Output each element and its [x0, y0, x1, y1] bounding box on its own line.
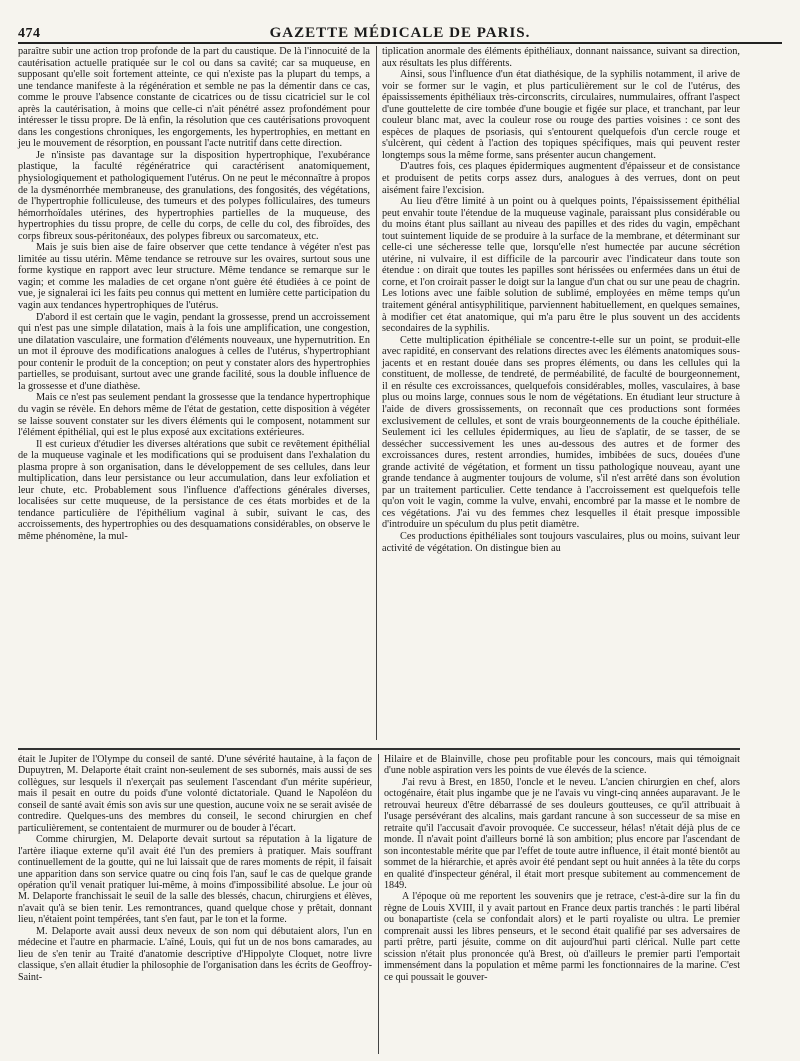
paragraph: M. Delaporte avait aussi deux neveux de son nom qui débutaient alors, l'un en médecine et l'autre en pharmacie. L'aîné, Louis, qui fut un de nos bons camarades, au lieu de s'en tenir au Traité d'anatomie descriptive d'Hippolyte Cloquet, notre livre classique, s'en allait étudier la philosophie de l'organisation dans les écrits de Geoffroy-Saint-: [18, 925, 372, 983]
article-column-left: [18, 46, 370, 743]
paragraph: Hilaire et de Blainville, chose peu profitable pour les concours, mais qui témoignait d'une noble aspiration vers les points de vue élevés de la science.: [384, 754, 740, 777]
feuilleton-divider: [18, 748, 740, 750]
paragraph: Ainsi, sous l'influence d'un état diathésique, de la syphilis notamment, il arive de voir se former sur le vagin, et plus particulièrement sur le col de l'utérus, des épaississements épithéliaux très-circonscrits, circulaires, nummulaires, offrant l'aspect d'une gouttelette de cire tombée d'une bougie et figée sur place, et tranchant, par leur couleur blanc mat, avec la couleur rose ou rouge des parties voisines : ce sont des espèces de plaques de psoriasis, qui s'entourent quelquefois d'un cercle rouge et s'ulcèrent, qui cèdent à l'action des topiques spécifiques, mais qui peuvent rester longtemps sous la même forme, sans présenter aucun changement.: [382, 69, 740, 161]
paragraph: Il est curieux d'étudier les diverses altérations que subit ce revêtement épithélial de la muqueuse vaginale et les modifications qui se produisent dans l'exhalation du plasma propre à son organisation, dans le développement de ses cellules, dans leur multiplication, dans leur persistance ou leur accumulation, dans leur exfoliation et leur chute, etc. Probablement sous l'influence d'affections générales diverses, localisées sur cette muqueuse, de la persistance de ces états morbides et de la tendance particulière de l'épithélium vaginal à subir, suivant le cas, des accroissements, des hypertrophies ou des desquamations considérables, on observe le même phénomène, la mul-: [18, 438, 370, 542]
paragraph: J'ai revu à Brest, en 1850, l'oncle et le neveu. L'ancien chirurgien en chef, alors octogénaire, était plus ingambe que je ne l'avais vu vingt-cinq années auparavant. Je le retrouvai heureux d'être débarrassé de ses douleurs goutteuses, ce qu'il attribuait à l'usage persévérant des alcalins, mais gardant rancune à son successeur de sa mise en retraite qu'il l'accusait d'avoir provoquée. Ce successeur, hélas! n'était déjà plus de ce monde. Il n'avait point d'ailleurs borné là son ambition; plus encore par l'ascendant de son incontestable mérite que par l'effet de toute autre influence, il était monté bientôt au sommet de la hiérarchie, et après avoir été pendant sept ou huit années à la tête du corps en qualité d'inspecteur général, il était mort presque subitement au commencement de 1849.: [384, 776, 740, 891]
paragraph: A l'époque où me reportent les souvenirs que je retrace, c'est-à-dire sur la fin du règne de Louis XVIII, il y avait partout en France deux partis tranchés : le parti libéral ou bonapartiste (cela se confondait alors) et le parti royaliste ou ultra. Le premier comprenait aussi les libres penseurs, et le second était qualifié par ses adversaires de parti prêtre, parti jésuite, comme on dit aujourd'hui parti clérical. Nulle part cette scission n'était plus prononcée qu'à Brest, où d'ailleurs le premier parti l'emportait immensément dans la population et même parmi les fonctionnaires de la marine. C'est ce qui poussait le gouver-: [384, 891, 740, 983]
paragraph: Comme chirurgien, M. Delaporte devait surtout sa réputation à la ligature de l'artère iliaque externe qu'il avait été l'un des premiers à pratiquer. Mais souffrant continuellement de la goutte, qui ne lui laissait que de rares moments de répit, il faisait une apparition dans son service quatre ou cinq fois l'an, sauf le cas de quelque grande opération qu'il venait pratiquer lui-même, à moins d'impossibilité absolue. Le jour où M. Delaporte franchissait le seuil de la salle des blessés, chacun, chirurgiens et élèves, n'avait qu'à se bien tenir. Les remontrances, quand quelque chose y prêtait, donnant lieu, n'étaient point tempérées, tant s'en faut, par le ton et la forme.: [18, 834, 372, 926]
paragraph: D'abord il est certain que le vagin, pendant la grossesse, prend un accroissement qui n'est pas une simple dilatation, mais à la fois une amplification, une congestion, une dilatation vasculaire, une formation d'éléments nouveaux, une hypernutrition. En un mot il éprouve des modifications analogues à celles de l'utérus, s'hypertrophiant pour contenir le produit de la conception; on peut y constater alors des hypertrophies partielles, se produisant, surtout avec une grande facilité, sous la double influence de la grossesse et d'une diathèse.: [18, 311, 370, 392]
paragraph: Ces productions épithéliales sont toujours vasculaires, plus ou moins, suivant leur activité de végétation. On distingue bien au: [382, 530, 740, 554]
paragraph: Au lieu d'être limité à un point ou à quelques points, l'épaississement épithélial peut envahir toute l'étendue de la muqueuse vaginale, paraissant plus considérable ou du moins étant plus saillant au niveau des papilles et des rides du vagin, empêchant tout suintement liquide de se produire à la surface de la membrane, et déterminant sur celle-ci une sécheresse telle que, lorsqu'elle n'est humectée par aucune sécrétion utérine, ni vulvaire, il est difficile de la parcourir avec l'indicateur dans toute son étendue : on dirait que toutes les papilles sont hérissées ou enfermées dans un étui de corne, et l'on croirait passer le doigt sur la langue d'un chat ou sur une peau de chagrin. Les lotions avec une faible solution de sublimé, employées en même temps qu'un traitement général antisyphilitique, parviennent habituellement, en quelques semaines, à modifier cet état anatomique, qui m'a paru être le plus souvent un des accidents secondaires de la syphilis.: [382, 196, 740, 335]
article-column-right: [382, 46, 740, 743]
page-title: GAZETTE MÉDICALE DE PARIS.: [269, 25, 531, 41]
paragraph: paraître subir une action trop profonde de la part du caustique. De là l'innocuité de la cautérisation actuelle pratiquée sur le col ou dans sa cavité; car sa muqueuse, en supposant qu'elle soit fortement atteinte, ce qui n'existe pas la plupart du temps, a une tendance manifeste à la régénération et semble ne pas la démentir dans ce cas, comme le prouve l'absence constante de cicatrices ou de tissu cicatriciel sur le col après la cautérisation, à moins que celle-ci n'ait pénétré assez profondément pour intéresser le tissu propre. De là enfin, la résolution que ces cautérisations provoquent dans les congestions chroniques, les engorgements, les hypertrophies, en mettant en jeu le mouvement de résorption, en poussant l'acte nutritif dans cette direction.: [18, 46, 370, 150]
paragraph: était le Jupiter de l'Olympe du conseil de santé. D'une sévérité hautaine, à la façon de Dupuytren, M. Delaporte était craint non-seulement de ses subornés, mais aussi de ses collègues, sur lesquels il n'exerçait pas seulement l'ascendant d'un mérite supérieur, mais il pesait en outre du poids d'une volonté dictatoriale. Quand le Napoléon du conseil de santé avait émis son avis sur une question, aucune voix ne se serait avisée de contredire. Quelques-uns des membres du conseil, le second chirurgien en chef particulièrement, se contentaient de murmurer ou de bouder à l'écart.: [18, 754, 372, 834]
page-number: 474: [18, 26, 41, 41]
paragraph: Mais je suis bien aise de faire observer que cette tendance à végéter n'est pas limitée au tissu utérin. Même tendance se retrouve sur les ovaires, surtout sous une forme kystique en rapport avec leur structure. Même tendance se remarque sur le vagin; et comme les maladies de cet organe n'ont guère été étudiées à ce point de vue, je signalerai ici les faits peu connus qui mettent en lumière cette participation du vagin aux tendances hypertrophiques de l'utérus.: [18, 242, 370, 312]
paragraph: tiplication anormale des éléments épithéliaux, donnant naissance, suivant sa direction, aux résultats les plus différents.: [382, 46, 740, 69]
paragraph: Cette multiplication épithéliale se concentre-t-elle sur un point, se produit-elle avec rapidité, en conservant des relations directes avec les éléments anatomiques sous-jacents et en restant douée dans ses propres éléments, ou dans les cellules qui la constituent, de mollesse, de tendreté, de perméabilité, de faculté de bourgeonnement, il en résulte ces excroissances, quelquefois considérables, molles, vasculaires, à base plus ou moins large, connues sous le nom de végétations. En étudiant leur structure à l'aide de divers grossissements, on reconnaît que ces productions sont formées exclusivement de cellules, et sont de vrais bourgeonnements de la couche épithéliale. Seulement ici les cellules épidermiques, au lieu de s'aplatir, de se tasser, de se dessécher successivement les unes au-dessous des autres et de former des excroissances dures, restent arrondies, humides, imbibées de sucs, douées d'une grande activité de végétation, et forment un tissu pathologique nouveau, ayant une grande tendance à augmenter toujours de volume, s'il n'est arrêté dans son évolution par un traitement particulier. Cette tendance à l'accroissement est quelquefois telle qu'on voit le vagin, comme la vulve, envahi, encombré par la masse et le nombre de ces végétations. J'ai vu des femmes chez lesquelles il était presque impossible d'introduire un spéculum du plus petit diamètre.: [382, 334, 740, 531]
paragraph: D'autres fois, ces plaques épidermiques augmentent d'épaisseur et de consistance et produisent de petits corps assez durs, analogues à des verrues, dont on peut aisément faire l'excision.: [382, 161, 740, 196]
column-divider: [378, 754, 379, 1054]
page-header: [18, 20, 782, 44]
feuilleton-column-left: [18, 754, 372, 1054]
paragraph: Mais ce n'est pas seulement pendant la grossesse que la tendance hypertrophique du vagin se révèle. En dehors même de l'état de gestation, cette disposition à végéter se laisse souvent constater sur les divers éléments qui le composent, notamment sur l'élément épithélial, qui est le plus exposé aux excitations extérieures.: [18, 392, 370, 439]
column-divider: [376, 46, 377, 740]
paragraph: Je n'insiste pas davantage sur la disposition hypertrophique, l'exubérance plastique, la faculté régénératrice qui caractérisent anatomiquement, physiologiquement et pathologiquement l'utérus. On ne peut le méconnaître à propos de la dysménorrhée membraneuse, des granulations, des fongosités, des végétations, de l'hypertrophie folliculeuse, des tumeurs et des polypes folliculaires, des tumeurs hémorrhoïdales utérines, des hypertrophies partielles de la muqueuse, des hypertrophies du tissu propre, de celle du corps, de celle du col, des fibroïdes, des corps fibreux sous-péritonéaux, des polypes fibreux ou sarcomateux, etc.: [18, 149, 370, 242]
feuilleton-column-right: [384, 754, 740, 1054]
